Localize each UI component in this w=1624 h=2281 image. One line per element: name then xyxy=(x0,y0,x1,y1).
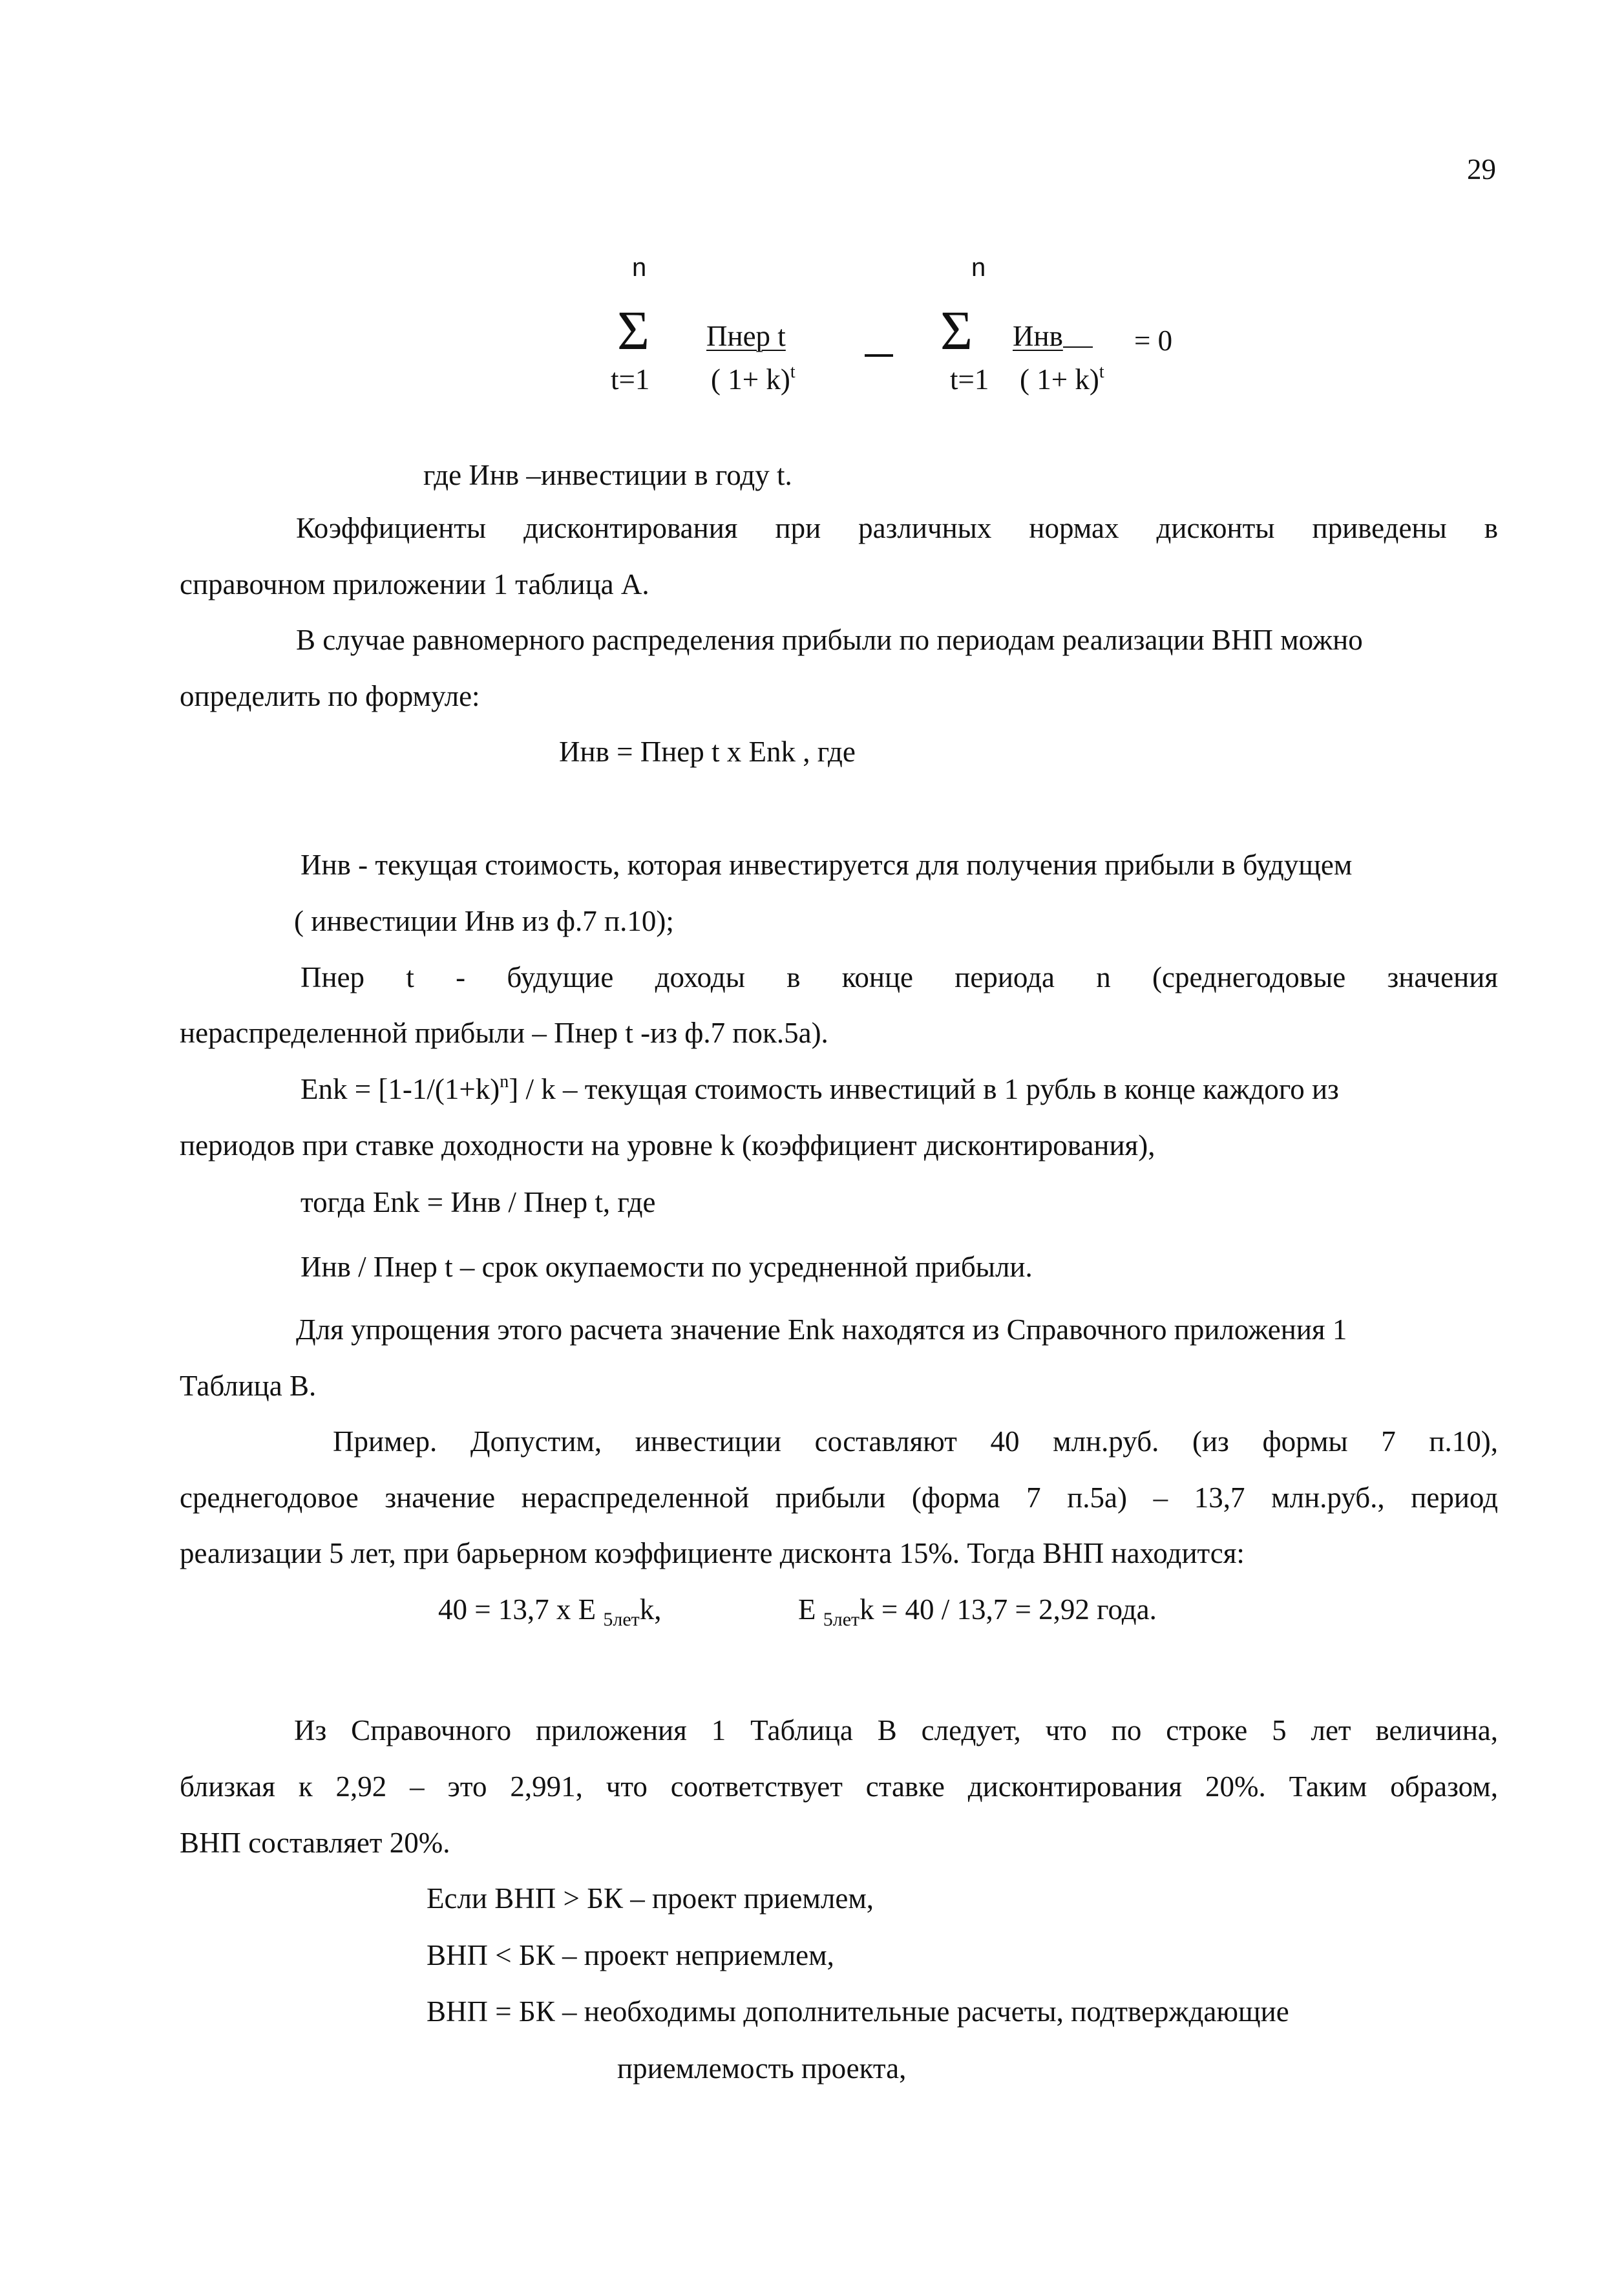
calc-left-part-b: k, xyxy=(639,1593,662,1626)
example-line-1: Пример. Допустим, инвестиции составляют 40 млн.руб. (из формы 7 п.10), xyxy=(333,1425,1498,1458)
paragraph-uniform-line-1: В случае равномерного распределения прибыли по периодам реализации ВНП можно xyxy=(296,624,1363,656)
enk-formula-rest: ] / k – текущая стоимость инвестиций в 1 рубль в конце каждого из xyxy=(509,1073,1339,1105)
where-inv-line: где Инв –инвестиции в году t. xyxy=(423,459,792,491)
numerator-underline xyxy=(1063,322,1093,348)
calc-left-equation xyxy=(438,1593,662,1630)
definition-pner-line-1: Пнер t - будущие доходы в конце периода n (среднегодовые значения xyxy=(301,961,1498,993)
result-line-2: близкая к 2,92 – это 2,991, что соответствует ставке дисконтирования 20%. Таким образом, xyxy=(180,1770,1498,1803)
denominator-right: ( 1+ k) xyxy=(1020,363,1099,396)
exponent-t-left: t xyxy=(790,362,796,382)
definition-enk-line-1 xyxy=(301,1072,1339,1105)
simplify-line-1: Для упрощения этого расчета значение Enk находятся из Справочного приложения 1 xyxy=(296,1313,1347,1346)
example-line-2: среднегодовое значение нераспределенной прибыли (форма 7 п.5а) – 13,7 млн.руб., период xyxy=(180,1481,1498,1514)
paragraph-uniform-line-2: определить по формуле: xyxy=(180,680,480,712)
result-line-3: ВНП составляет 20%. xyxy=(180,1827,450,1859)
condition-reject: ВНП < БК – проект неприемлем, xyxy=(427,1939,834,1971)
result-line-1: Из Справочного приложения 1 Таблица В следует, что по строке 5 лет величина, xyxy=(294,1714,1498,1746)
numerator-pner: Пнер t xyxy=(706,320,786,352)
calc-right-equation xyxy=(798,1593,1157,1630)
sigma-upper-limit-left: n xyxy=(632,253,647,282)
calc-right-part-a: E xyxy=(798,1593,823,1626)
paragraph-coefficients-line-1: Коэффициенты дисконтирования при различных нормах дисконты приведены в xyxy=(296,512,1498,544)
calc-right-subscript: 5лет xyxy=(823,1609,860,1630)
page-number: 29 xyxy=(1467,153,1496,186)
definition-inv-line-2: ( инвестиции Инв из ф.7 п.10); xyxy=(294,905,674,937)
then-enk-line: тогда Enk = Инв / Пнер t, где xyxy=(301,1186,656,1218)
condition-accept: Если ВНП > БК – проект приемлем, xyxy=(427,1882,874,1915)
definition-enk-line-2: периодов при ставке доходности на уровне k (коэффициент дисконтирования), xyxy=(180,1129,1155,1162)
exponent-t-right: t xyxy=(1099,362,1104,382)
sigma-upper-limit-right: n xyxy=(971,253,986,282)
paragraph-coefficients-line-2: справочном приложении 1 таблица А. xyxy=(180,568,649,600)
enk-formula-prefix: Enk = [1-1/(1+k) xyxy=(301,1073,500,1105)
enk-exponent-n: n xyxy=(500,1072,509,1092)
calc-left-part-a: 40 = 13,7 x E xyxy=(438,1593,604,1626)
minus-sign xyxy=(865,354,893,357)
definition-inv-line-1: Инв - текущая стоимость, которая инвестируется для получения прибыли в будущем xyxy=(301,849,1353,881)
payback-line: Инв / Пнер t – срок окупаемости по усредненной прибыли. xyxy=(301,1251,1033,1283)
simplify-line-2: Таблица В. xyxy=(180,1370,317,1402)
condition-equal-continuation: приемлемость проекта, xyxy=(617,2052,907,2085)
definition-pner-line-2: нераспределенной прибыли – Пнер t -из ф.7 пок.5а). xyxy=(180,1017,828,1049)
denominator-left: ( 1+ k) xyxy=(711,363,790,396)
sigma-lower-limit-right: t=1 xyxy=(950,363,989,396)
condition-equal: ВНП = БК – необходимы дополнительные расчеты, подтверждающие xyxy=(427,1995,1289,2028)
sigma-symbol-left: Σ xyxy=(617,299,650,361)
sigma-lower-limit-left: t=1 xyxy=(611,363,650,396)
formula-inv-enk: Инв = Пнер t x Enk , где xyxy=(559,736,856,768)
example-line-3: реализации 5 лет, при барьерном коэффициенте дисконта 15%. Тогда ВНП находится: xyxy=(180,1537,1245,1569)
equals-zero: = 0 xyxy=(1134,324,1173,357)
calc-left-subscript: 5лет xyxy=(603,1609,640,1630)
sigma-symbol-right: Σ xyxy=(940,299,973,361)
numerator-inv: Инв xyxy=(1013,320,1063,352)
calc-right-part-b: k = 40 / 13,7 = 2,92 года. xyxy=(859,1593,1157,1626)
